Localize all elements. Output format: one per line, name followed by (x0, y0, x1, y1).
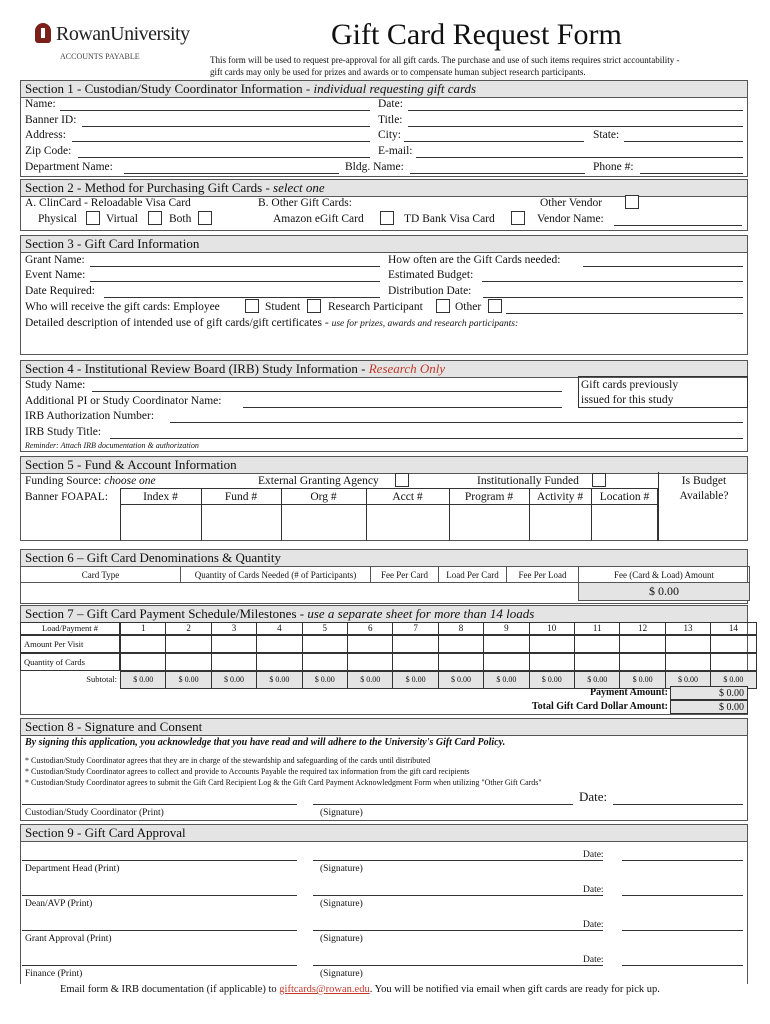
irb-reminder: Reminder: Attach IRB documentation & authorization (25, 441, 199, 450)
external-agency-checkbox[interactable] (395, 473, 409, 487)
approval-signature-field-2[interactable] (313, 895, 603, 896)
distribution-date-field[interactable] (483, 297, 743, 298)
intro-line-1: This form will be used to request pre-approval for all gift cards. The purchase and use of such items requires strict accountability - (210, 55, 680, 65)
subtotal-cell-10: $ 0.00 (529, 671, 575, 689)
fee-per-card-header: Fee Per Card (371, 567, 439, 583)
how-often-field[interactable] (583, 266, 743, 267)
approval-date-label-1: Date: (583, 850, 604, 860)
funding-source-label: Funding Source: choose one (25, 475, 156, 487)
both-label: Both (169, 213, 192, 225)
section-9 (20, 824, 748, 984)
city-label: City: (378, 129, 402, 141)
other-recipient-label: Other (455, 301, 482, 313)
foapal-col-2-field[interactable] (202, 505, 280, 539)
quantity-of-cards-cell-11[interactable] (574, 653, 620, 671)
address-field[interactable] (72, 141, 370, 142)
card-type-header: Card Type (21, 567, 181, 583)
foapal-col-4-field[interactable] (367, 505, 448, 539)
section-8-header: Section 8 - Signature and Consent (21, 719, 747, 736)
title-label: Title: (378, 114, 403, 126)
budget-available-2: Available? (679, 490, 729, 502)
previous-cards-label-2: issued for this study (581, 394, 674, 406)
load-number-cell-11: 11 (574, 622, 620, 635)
event-name-label: Event Name: (25, 269, 86, 281)
amount-per-visit-cell-14[interactable] (710, 635, 756, 653)
foapal-label: Banner FOAPAL: (25, 491, 108, 503)
employee-checkbox[interactable] (245, 299, 259, 313)
research-participant-checkbox[interactable] (436, 299, 450, 313)
custodian-signature-field[interactable] (313, 804, 573, 805)
denominations-total-row (21, 583, 750, 601)
section-1-header: Section 1 - Custodian/Study Coordinator Information - individual requesting gift cards (21, 81, 747, 98)
irb-title-label: IRB Study Title: (25, 426, 102, 438)
load-number-cell-14: 14 (710, 622, 756, 635)
amount-per-visit-cell-8[interactable] (438, 635, 484, 653)
approval-print-label-2: Dean/AVP (Print) (25, 899, 93, 909)
amount-per-visit-cell-12[interactable] (619, 635, 665, 653)
consent-date-label: Date: (579, 789, 608, 804)
distribution-date-label: Distribution Date: (388, 285, 472, 297)
custodian-signature-label: (Signature) (320, 808, 363, 818)
approval-signature-label-3: (Signature) (320, 934, 363, 944)
approval-signature-field-1[interactable] (313, 860, 603, 861)
load-number-cell-12: 12 (619, 622, 665, 635)
date-required-field[interactable] (104, 297, 380, 298)
virtual-checkbox[interactable] (148, 211, 162, 225)
foapal-col-6-field[interactable] (530, 505, 590, 539)
amount-per-visit-cell-9[interactable] (483, 635, 529, 653)
virtual-label: Virtual (106, 213, 138, 225)
subtotal-cell-3: $ 0.00 (211, 671, 257, 689)
amount-per-visit-cell-11[interactable] (574, 635, 620, 653)
custodian-print-label: Custodian/Study Coordinator (Print) (25, 808, 164, 818)
amount-per-visit-cell-10[interactable] (529, 635, 575, 653)
quantity-of-cards-cell-9[interactable] (483, 653, 529, 671)
previous-cards-label-1: Gift cards previously (581, 379, 679, 391)
section-7-header: Section 7 – Gift Card Payment Schedule/Milestones - use a separate sheet for more than 14 loads (21, 606, 747, 623)
name-field[interactable] (60, 110, 370, 111)
load-number-cell-2: 2 (165, 622, 211, 635)
bldg-field[interactable] (410, 173, 585, 174)
amazon-label: Amazon eGift Card (273, 213, 364, 225)
td-bank-label: TD Bank Visa Card (404, 213, 495, 225)
budget-available-box (658, 472, 748, 541)
amount-per-visit-cell-6[interactable] (347, 635, 393, 653)
approval-signature-label-2: (Signature) (320, 899, 363, 909)
load-number-row-label: Load/Payment # (20, 622, 120, 635)
section-3-header: Section 3 - Gift Card Information (21, 236, 747, 253)
foapal-col-3-field[interactable] (282, 505, 365, 539)
subtotal-row-label: Subtotal: (86, 674, 117, 684)
both-checkbox[interactable] (198, 211, 212, 225)
foapal-col-7-field[interactable] (592, 505, 657, 539)
approval-date-field-1[interactable] (622, 860, 743, 861)
subtotal-cell-1: $ 0.00 (120, 671, 166, 689)
vendor-name-label: Vendor Name: (537, 213, 604, 225)
foapal-col-5-header: Program # (464, 491, 514, 503)
quantity-of-cards-cell-10[interactable] (529, 653, 575, 671)
physical-checkbox[interactable] (86, 211, 100, 225)
approval-date-field-3[interactable] (622, 930, 743, 931)
fee-amount-header: Fee (Card & Load) Amount (579, 567, 750, 583)
approval-signature-field-3[interactable] (313, 930, 603, 931)
approval-print-label-1: Department Head (Print) (25, 864, 120, 874)
irb-auth-label: IRB Authorization Number: (25, 410, 155, 422)
quantity-of-cards-cell-6[interactable] (347, 653, 393, 671)
budget-label: Estimated Budget: (388, 269, 474, 281)
foapal-col-1-header: Index # (143, 491, 178, 503)
city-field[interactable] (404, 141, 584, 142)
payment-amount-label: Payment Amount: (589, 687, 668, 698)
section-4-header: Section 4 - Institutional Review Board (IRB) Study Information - Research Only (21, 361, 747, 378)
other-gift-cards-label: B. Other Gift Cards: (258, 197, 352, 209)
load-number-cell-10: 10 (529, 622, 575, 635)
quantity-of-cards-cell-5[interactable] (302, 653, 348, 671)
title-field[interactable] (408, 126, 743, 127)
student-label: Student (265, 301, 301, 313)
quantity-of-cards-cell-2[interactable] (165, 653, 211, 671)
approval-date-field-4[interactable] (622, 965, 743, 966)
subtotal-cell-8: $ 0.00 (438, 671, 484, 689)
section-5-header: Section 5 - Fund & Account Information (21, 457, 747, 474)
name-label: Name: (25, 98, 56, 110)
load-number-cell-3: 3 (211, 622, 257, 635)
date-required-label: Date Required: (25, 285, 95, 297)
grant-name-field[interactable] (90, 266, 380, 267)
approval-date-label-4: Date: (583, 955, 604, 965)
banner-id-label: Banner ID: (25, 114, 77, 126)
amount-per-visit-cell-7[interactable] (392, 635, 438, 653)
date-field[interactable] (408, 110, 743, 111)
subtotal-cell-6: $ 0.00 (347, 671, 393, 689)
how-often-label: How often are the Gift Cards needed: (388, 254, 561, 266)
budget-available-1b: Is Budget (681, 475, 727, 487)
foapal-col-7-header: Location # (599, 491, 650, 503)
student-checkbox[interactable] (307, 299, 321, 313)
other-recipient-field[interactable] (506, 313, 743, 314)
bldg-label: Bldg. Name: (345, 161, 404, 173)
institutional-checkbox[interactable] (592, 473, 606, 487)
quantity-of-cards-cell-8[interactable] (438, 653, 484, 671)
load-number-cell-1: 1 (120, 622, 166, 635)
consent-bullet-1: * Custodian/Study Coordinator agrees that they are in charge of the stewardship and safeguarding of the cards until distributed (25, 756, 431, 765)
approval-date-field-2[interactable] (622, 895, 743, 896)
subtotal-cell-11: $ 0.00 (574, 671, 620, 689)
load-number-cell-7: 7 (392, 622, 438, 635)
zip-label: Zip Code: (25, 145, 72, 157)
amazon-checkbox[interactable] (380, 211, 394, 225)
amount-per-visit-row-label: Amount Per Visit (20, 635, 120, 653)
rowan-torch-icon (35, 23, 51, 43)
other-vendor-label: Other Vendor (540, 197, 603, 209)
denominations-total: $ 0.00 (579, 583, 750, 601)
foapal-col-5-field[interactable] (450, 505, 528, 539)
external-agency-label: External Granting Agency (258, 475, 379, 487)
quantity-of-cards-cell-1[interactable] (120, 653, 166, 671)
subtotal-cell-9: $ 0.00 (483, 671, 529, 689)
td-bank-checkbox[interactable] (511, 211, 525, 225)
event-name-field[interactable] (90, 281, 380, 282)
load-number-cell-5: 5 (302, 622, 348, 635)
email-field[interactable] (416, 157, 743, 158)
consent-date-field[interactable] (613, 804, 743, 805)
subtotal-cell-13: $ 0.00 (665, 671, 711, 689)
fee-per-load-header: Fee Per Load (507, 567, 579, 583)
subtotal-cell-14: $ 0.00 (710, 671, 756, 689)
quantity-header: Quantity of Cards Needed (# of Participants) (181, 567, 371, 583)
page-title: Gift Card Request Form (331, 18, 622, 51)
banner-id-field[interactable] (82, 126, 370, 127)
quantity-of-cards-cell-7[interactable] (392, 653, 438, 671)
load-number-cell-8: 8 (438, 622, 484, 635)
approval-date-label-3: Date: (583, 920, 604, 930)
consent-bullet-3: * Custodian/Study Coordinator agrees to submit the Gift Card Recipient Log & the Gift Card Payment Acknowledgment Form when utilizing "Other Gift Cards" (25, 778, 542, 787)
department-label: Department Name: (25, 161, 113, 173)
amount-per-visit-cell-3[interactable] (211, 635, 257, 653)
state-label: State: (593, 129, 620, 141)
approval-print-label-4: Finance (Print) (25, 969, 83, 979)
footer-note: Email form & IRB documentation (if applicable) to giftcards@rowan.edu. You will be notified via email when gift cards are ready for pick up. (60, 984, 660, 995)
logo-subtitle: ACCOUNTS PAYABLE (60, 52, 140, 61)
grant-name-label: Grant Name: (25, 254, 85, 266)
quantity-of-cards-cell-4[interactable] (256, 653, 302, 671)
subtotal-cell-7: $ 0.00 (392, 671, 438, 689)
quantity-of-cards-cell-14[interactable] (710, 653, 756, 671)
custodian-print-field[interactable] (22, 804, 297, 805)
quantity-of-cards-row-label: Quantity of Cards (20, 653, 120, 671)
approval-signature-label-4: (Signature) (320, 969, 363, 979)
other-vendor-checkbox[interactable] (625, 195, 639, 209)
department-field[interactable] (124, 173, 339, 174)
section-2-header: Section 2 - Method for Purchasing Gift Cards - select one (21, 180, 747, 197)
foapal-col-4-header: Acct # (392, 491, 423, 503)
address-label: Address: (25, 129, 66, 141)
subtotal-cell-2: $ 0.00 (165, 671, 211, 689)
amount-per-visit-cell-2[interactable] (165, 635, 211, 653)
foapal-col-3-header: Org # (310, 491, 337, 503)
section-6-header: Section 6 – Gift Card Denominations & Quantity (21, 550, 747, 567)
irb-auth-field[interactable] (170, 422, 743, 423)
load-number-cell-9: 9 (483, 622, 529, 635)
section-3 (20, 235, 748, 355)
approval-date-label-2: Date: (583, 885, 604, 895)
phone-field[interactable] (640, 173, 743, 174)
budget-field[interactable] (482, 281, 743, 282)
load-per-card-header: Load Per Card (439, 567, 507, 583)
foapal-col-6-header: Activity # (536, 491, 584, 503)
approval-signature-field-4[interactable] (313, 965, 603, 966)
amount-per-visit-cell-5[interactable] (302, 635, 348, 653)
load-number-cell-6: 6 (347, 622, 393, 635)
study-name-field[interactable] (92, 391, 562, 392)
other-recipient-checkbox[interactable] (488, 299, 502, 313)
denominations-header-row (21, 567, 750, 583)
amount-per-visit-cell-4[interactable] (256, 635, 302, 653)
study-name-label: Study Name: (25, 379, 86, 391)
consent-statement: By signing this application, you acknowledge that you have read and will adhere to the University's Gift Card Policy. (25, 737, 506, 748)
physical-label: Physical (38, 213, 77, 225)
approval-signature-label-1: (Signature) (320, 864, 363, 874)
foapal-col-2-header: Fund # (224, 491, 258, 503)
denominations-blank (21, 583, 579, 601)
approval-print-field-1[interactable] (22, 860, 297, 861)
email-label: E-mail: (378, 145, 413, 157)
quantity-of-cards-cell-13[interactable] (665, 653, 711, 671)
section-9-header: Section 9 - Gift Card Approval (21, 825, 747, 842)
quantity-of-cards-cell-12[interactable] (619, 653, 665, 671)
phone-label: Phone #: (593, 161, 634, 173)
denominations-table (20, 566, 750, 601)
subtotal-cell-4: $ 0.00 (256, 671, 302, 689)
who-receives-label: Who will receive the gift cards: Employee (25, 301, 220, 313)
intro-line-2: gift cards may only be used for prizes and awards or to compensate human subject research participants. (210, 67, 586, 77)
clincard-label: A. ClinCard - Reloadable Visa Card (25, 197, 191, 209)
description-label: Detailed description of intended use of gift cards/gift certificates - use for prizes, awards and research participants: (25, 317, 519, 329)
additional-pi-field[interactable] (243, 407, 562, 408)
amount-per-visit-cell-1[interactable] (120, 635, 166, 653)
total-amount-value: $ 0.00 (670, 700, 748, 714)
subtotal-cell-12: $ 0.00 (619, 671, 665, 689)
load-number-cell-4: 4 (256, 622, 302, 635)
additional-pi-label: Additional PI or Study Coordinator Name: (25, 395, 222, 407)
logo-text: RowanUniversity (56, 23, 190, 45)
research-participant-label: Research Participant (328, 301, 423, 313)
approval-print-label-3: Grant Approval (Print) (25, 934, 112, 944)
foapal-col-1-field[interactable] (121, 505, 200, 539)
approval-print-field-2[interactable] (22, 895, 297, 896)
consent-bullet-2: * Custodian/Study Coordinator agrees to collect and provide to Accounts Payable the required tax information from the gift card recipients (25, 767, 470, 776)
irb-title-field[interactable] (110, 438, 743, 439)
total-amount-label: Total Gift Card Dollar Amount: (531, 701, 668, 712)
date-label: Date: (378, 98, 403, 110)
institutional-label: Institutionally Funded (477, 475, 579, 487)
state-field[interactable] (624, 141, 743, 142)
load-number-cell-13: 13 (665, 622, 711, 635)
payment-amount-value: $ 0.00 (670, 686, 748, 700)
zip-field[interactable] (78, 157, 370, 158)
quantity-of-cards-cell-3[interactable] (211, 653, 257, 671)
giftcards-email-link[interactable]: giftcards@rowan.edu (279, 984, 370, 995)
approval-print-field-3[interactable] (22, 930, 297, 931)
subtotal-cell-5: $ 0.00 (302, 671, 348, 689)
vendor-name-field[interactable] (614, 225, 742, 226)
amount-per-visit-cell-13[interactable] (665, 635, 711, 653)
approval-print-field-4[interactable] (22, 965, 297, 966)
